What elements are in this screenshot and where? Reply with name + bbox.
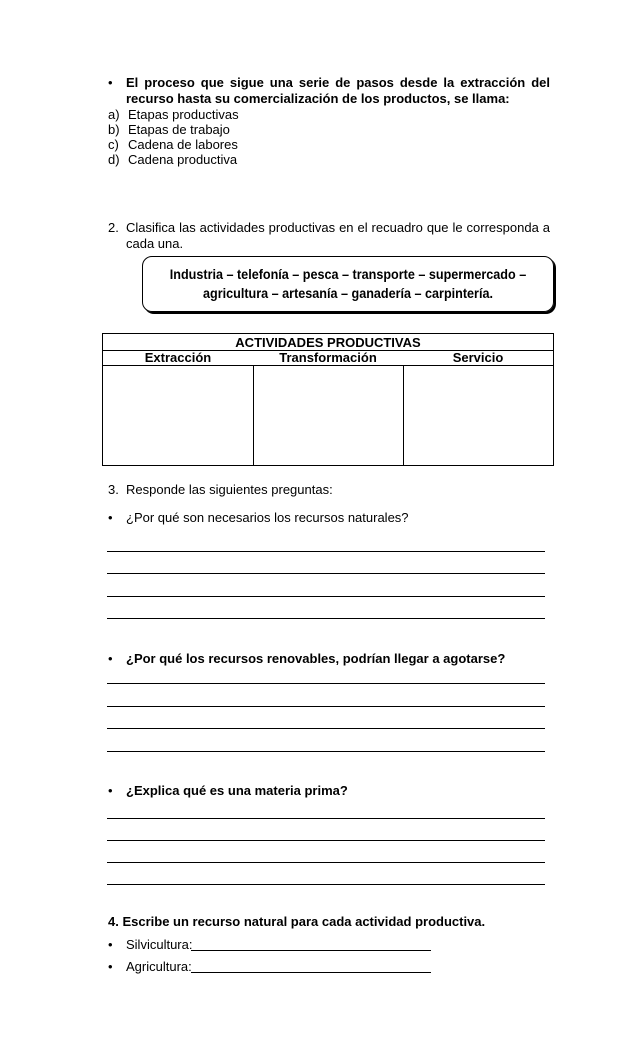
- answer-line[interactable]: [107, 596, 545, 597]
- q3-number: 3.: [108, 482, 119, 497]
- q1-option-d: [108, 152, 237, 167]
- option-text: Cadena productiva: [128, 152, 238, 167]
- silvicultura-label: Silvicultura:: [126, 937, 193, 952]
- q1-bullet: •: [108, 75, 113, 90]
- answer-line[interactable]: [107, 751, 545, 752]
- silvicultura-answer-line[interactable]: [191, 950, 431, 951]
- option-letter: b): [108, 122, 120, 137]
- option-letter: d): [108, 152, 120, 167]
- q3b-text: ¿Por qué los recursos renovables, podrían llegar a agotarse?: [126, 651, 506, 666]
- q1-option-a: [108, 107, 239, 122]
- answer-line[interactable]: [107, 818, 545, 819]
- column-transformacion: Transformación: [279, 350, 377, 365]
- column-servicio: Servicio: [452, 350, 504, 365]
- word-bank-line1: Industria – telefonía – pesca – transporte – supermercado –: [169, 266, 527, 282]
- agricultura-label: Agricultura:: [126, 959, 192, 974]
- column-divider: [403, 365, 404, 466]
- column-divider: [253, 365, 254, 466]
- q1-option-c: [108, 137, 238, 152]
- q3c-bullet: •: [108, 783, 113, 798]
- q1-line1: El proceso que sigue una serie de pasos desde la extracción del: [126, 75, 550, 90]
- table-divider: [103, 365, 553, 366]
- answer-line[interactable]: [107, 683, 545, 684]
- table-title: ACTIVIDADES PRODUCTIVAS: [235, 335, 421, 350]
- q4-bullet-agricultura: •: [108, 959, 113, 974]
- word-bank-box: [142, 256, 554, 312]
- activities-table: [102, 333, 554, 466]
- answer-line[interactable]: [107, 573, 545, 574]
- answer-line[interactable]: [107, 840, 545, 841]
- option-text: Etapas de trabajo: [128, 122, 230, 137]
- option-letter: c): [108, 137, 119, 152]
- answer-line[interactable]: [107, 884, 545, 885]
- answer-line[interactable]: [107, 551, 545, 552]
- q3a-text: ¿Por qué son necesarios los recursos naturales?: [126, 510, 409, 525]
- answer-line[interactable]: [107, 728, 545, 729]
- q2-line2: cada una.: [126, 236, 184, 251]
- q1-line2: recurso hasta su comercialización de los productos, se llama:: [126, 91, 510, 106]
- q4-text: 4. Escribe un recurso natural para cada actividad productiva.: [108, 914, 486, 929]
- q2-line1: Clasifica las actividades productivas en el recuadro que le corresponda a: [126, 220, 550, 235]
- option-text: Cadena de labores: [128, 137, 238, 152]
- q2-number: 2.: [108, 220, 119, 235]
- column-extraccion: Extracción: [144, 350, 212, 365]
- answer-line[interactable]: [107, 618, 545, 619]
- answer-line[interactable]: [107, 706, 545, 707]
- option-text: Etapas productivas: [128, 107, 239, 122]
- word-bank-line2: agricultura – artesanía – ganadería – carpintería.: [203, 285, 493, 301]
- q4-bullet-silvicultura: •: [108, 937, 113, 952]
- q1-option-b: [108, 122, 230, 137]
- q3a-bullet: •: [108, 510, 113, 525]
- q3c-text: ¿Explica qué es una materia prima?: [126, 783, 348, 798]
- agricultura-answer-line[interactable]: [191, 972, 431, 973]
- q3b-bullet: •: [108, 651, 113, 666]
- answer-line[interactable]: [107, 862, 545, 863]
- q3-text: Responde las siguientes preguntas:: [126, 482, 333, 497]
- option-letter: a): [108, 107, 120, 122]
